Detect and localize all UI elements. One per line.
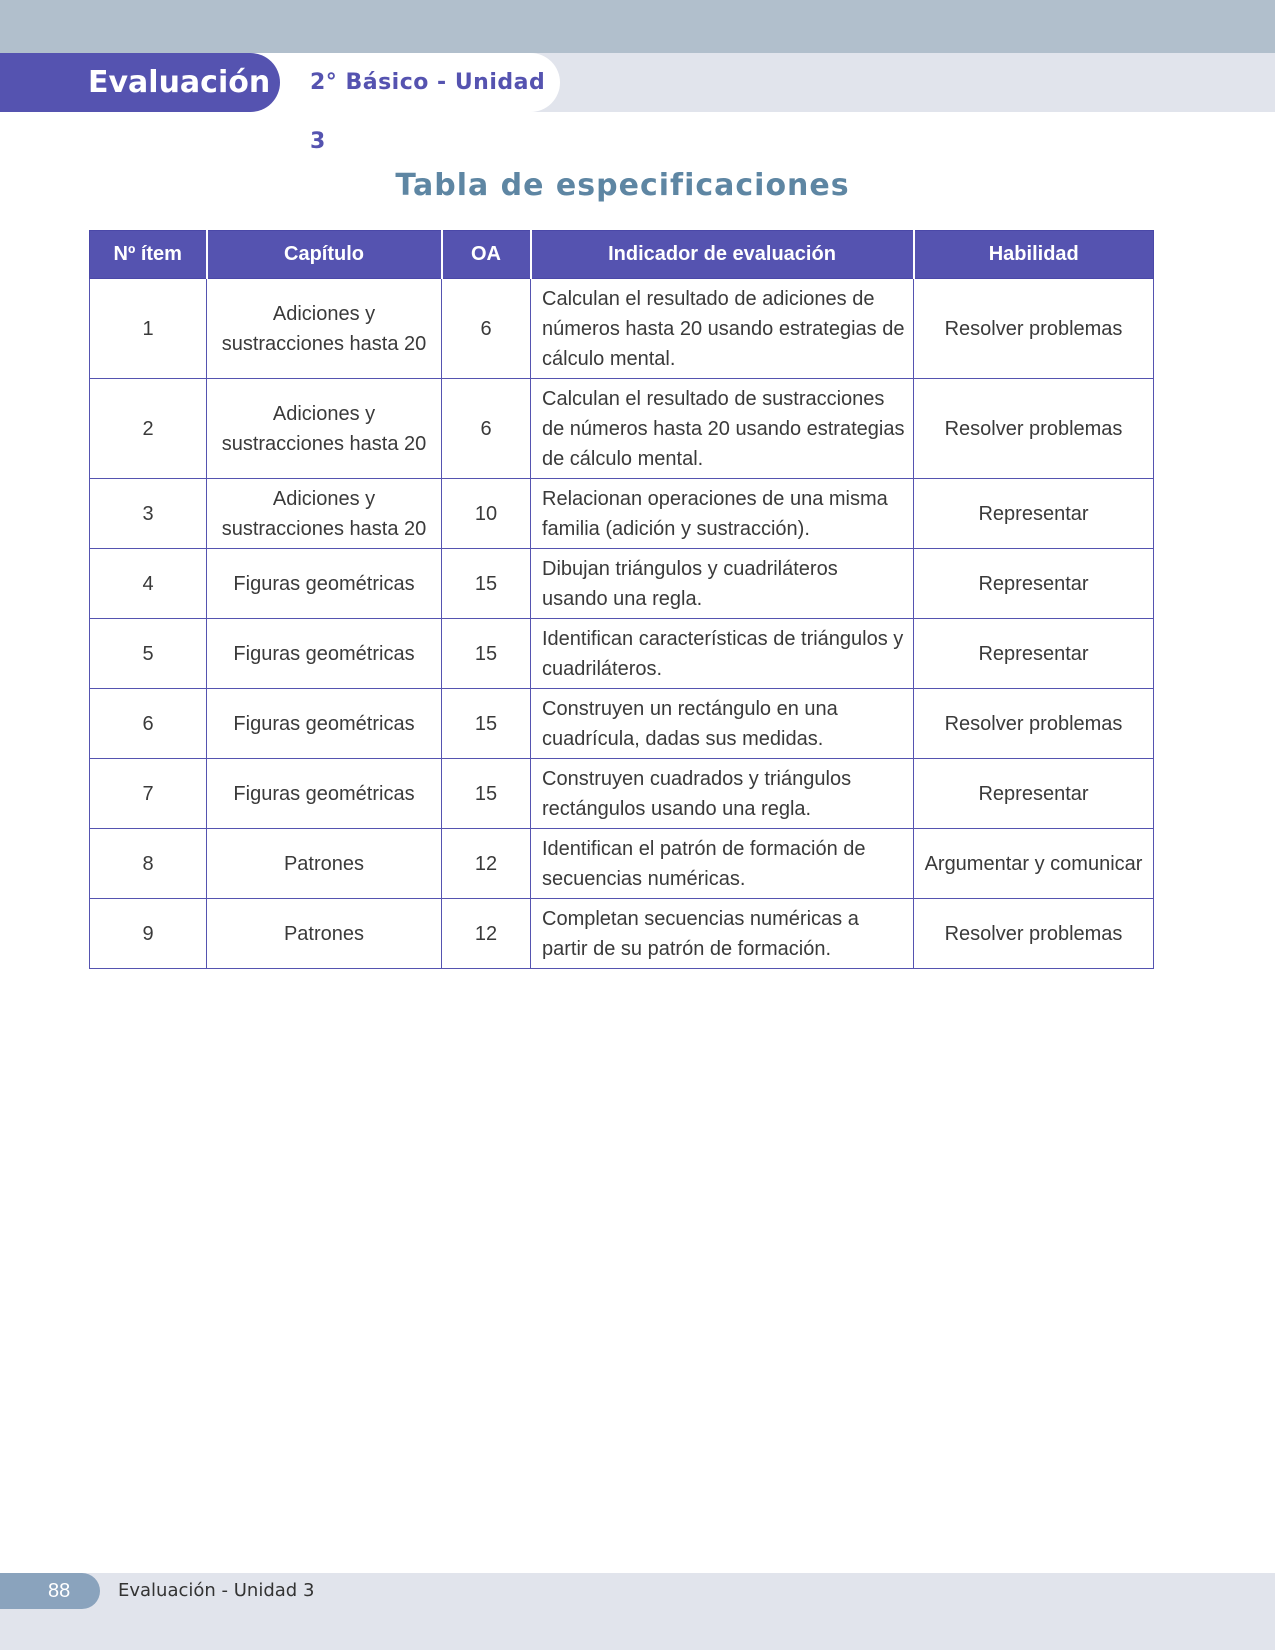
cell-indicator: Calculan el resultado de adiciones de números hasta 20 usando estrategias de cálculo mental. bbox=[531, 279, 914, 379]
cell-skill: Resolver problemas bbox=[914, 379, 1154, 479]
cell-chapter: Adiciones y sustracciones hasta 20 bbox=[207, 479, 442, 549]
cell-skill: Representar bbox=[914, 479, 1154, 549]
cell-skill: Representar bbox=[914, 759, 1154, 829]
page-title: Tabla de especificaciones bbox=[395, 168, 850, 203]
cell-chapter: Adiciones y sustracciones hasta 20 bbox=[207, 279, 442, 379]
evaluation-tab bbox=[0, 53, 280, 112]
evaluation-tab-label: Evaluación bbox=[88, 65, 271, 100]
cell-oa: 15 bbox=[442, 549, 531, 619]
cell-chapter: Figuras geométricas bbox=[207, 549, 442, 619]
table-header-row bbox=[90, 231, 1154, 279]
cell-item: 9 bbox=[90, 899, 207, 969]
table-row bbox=[90, 829, 1154, 899]
cell-indicator: Dibujan triángulos y cuadriláteros usando una regla. bbox=[531, 549, 914, 619]
top-band bbox=[0, 0, 1275, 53]
cell-item: 3 bbox=[90, 479, 207, 549]
cell-chapter: Patrones bbox=[207, 899, 442, 969]
table-row bbox=[90, 759, 1154, 829]
table-row bbox=[90, 619, 1154, 689]
cell-skill: Representar bbox=[914, 619, 1154, 689]
cell-chapter: Adiciones y sustracciones hasta 20 bbox=[207, 379, 442, 479]
cell-item: 4 bbox=[90, 549, 207, 619]
cell-oa: 15 bbox=[442, 619, 531, 689]
cell-item: 5 bbox=[90, 619, 207, 689]
cell-indicator: Identifican características de triángulos y cuadriláteros. bbox=[531, 619, 914, 689]
cell-skill: Argumentar y comunicar bbox=[914, 829, 1154, 899]
cell-oa: 15 bbox=[442, 759, 531, 829]
cell-item: 7 bbox=[90, 759, 207, 829]
cell-item: 6 bbox=[90, 689, 207, 759]
cell-oa: 6 bbox=[442, 379, 531, 479]
cell-chapter: Figuras geométricas bbox=[207, 759, 442, 829]
cell-indicator: Calculan el resultado de sustracciones de números hasta 20 usando estrategias de cálculo mental. bbox=[531, 379, 914, 479]
table-row bbox=[90, 899, 1154, 969]
table-row bbox=[90, 689, 1154, 759]
table-row bbox=[90, 479, 1154, 549]
table-row bbox=[90, 279, 1154, 379]
cell-item: 1 bbox=[90, 279, 207, 379]
column-header-oa: OA bbox=[442, 231, 531, 279]
cell-skill: Resolver problemas bbox=[914, 279, 1154, 379]
cell-indicator: Relacionan operaciones de una misma familia (adición y sustracción). bbox=[531, 479, 914, 549]
cell-skill: Resolver problemas bbox=[914, 899, 1154, 969]
page-number: 88 bbox=[48, 1580, 71, 1602]
column-header-chapter: Capítulo bbox=[207, 231, 442, 279]
cell-chapter: Figuras geométricas bbox=[207, 619, 442, 689]
column-header-indicator: Indicador de evaluación bbox=[531, 231, 914, 279]
table-row bbox=[90, 549, 1154, 619]
cell-oa: 15 bbox=[442, 689, 531, 759]
cell-skill: Representar bbox=[914, 549, 1154, 619]
footer-label: Evaluación - Unidad 3 bbox=[118, 1580, 315, 1601]
table-row bbox=[90, 379, 1154, 479]
cell-item: 8 bbox=[90, 829, 207, 899]
cell-chapter: Patrones bbox=[207, 829, 442, 899]
cell-oa: 12 bbox=[442, 899, 531, 969]
cell-oa: 6 bbox=[442, 279, 531, 379]
column-header-skill: Habilidad bbox=[914, 231, 1154, 279]
column-header-item: Nº ítem bbox=[90, 231, 207, 279]
cell-item: 2 bbox=[90, 379, 207, 479]
cell-chapter: Figuras geométricas bbox=[207, 689, 442, 759]
cell-indicator: Completan secuencias numéricas a partir de su patrón de formación. bbox=[531, 899, 914, 969]
subtitle-text: 2° Básico - Unidad 3 bbox=[310, 70, 546, 154]
cell-indicator: Identifican el patrón de formación de secuencias numéricas. bbox=[531, 829, 914, 899]
specifications-table bbox=[89, 230, 1154, 969]
cell-oa: 12 bbox=[442, 829, 531, 899]
page-number-badge bbox=[0, 1573, 100, 1609]
cell-skill: Resolver problemas bbox=[914, 689, 1154, 759]
cell-indicator: Construyen un rectángulo en una cuadrícula, dadas sus medidas. bbox=[531, 689, 914, 759]
cell-oa: 10 bbox=[442, 479, 531, 549]
cell-indicator: Construyen cuadrados y triángulos rectángulos usando una regla. bbox=[531, 759, 914, 829]
